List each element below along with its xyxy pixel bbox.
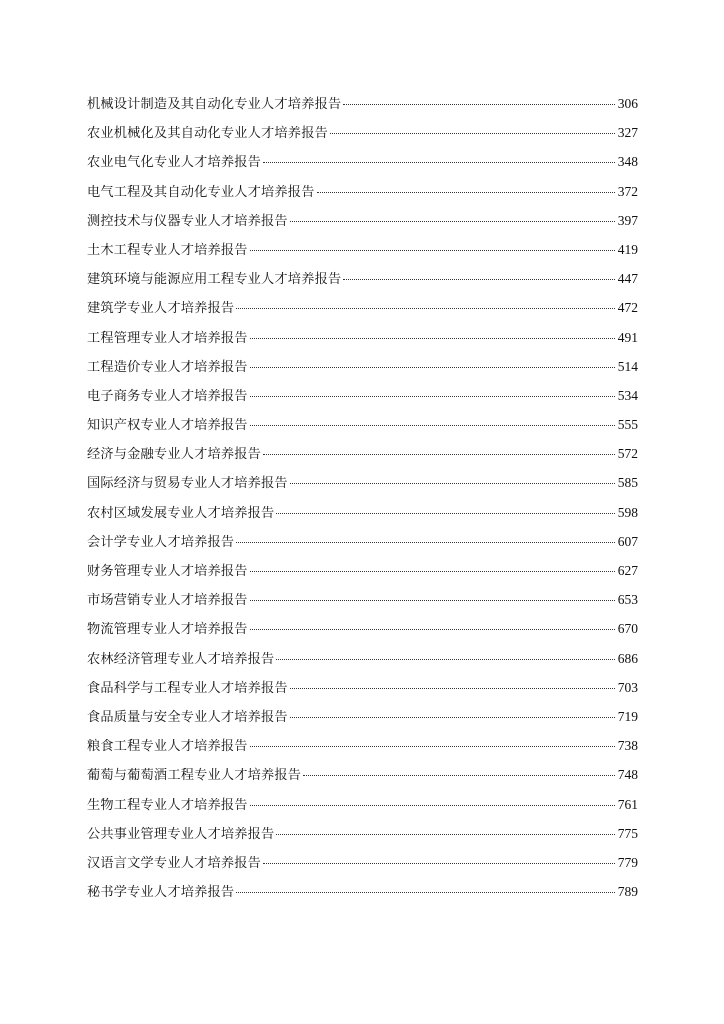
toc-entry-page-number: 491 xyxy=(617,329,638,345)
dot-leader xyxy=(263,862,615,864)
table-of-contents xyxy=(87,94,638,911)
toc-entry-page-number: 419 xyxy=(617,241,638,257)
toc-entry[interactable] xyxy=(87,532,638,561)
toc-entry[interactable] xyxy=(87,123,638,152)
toc-entry-page-number: 555 xyxy=(617,417,638,433)
toc-entry-title: 农村区域发展专业人才培养报告 xyxy=(87,505,275,521)
toc-entry-page-number: 653 xyxy=(617,592,638,608)
toc-entry-page-number: 607 xyxy=(617,533,638,549)
toc-entry-page-number: 627 xyxy=(617,563,638,578)
toc-entry[interactable] xyxy=(87,503,638,532)
toc-entry-page-number: 779 xyxy=(617,854,638,870)
toc-entry-page-number: 761 xyxy=(617,796,638,812)
toc-entry-title: 知识产权专业人才培养报告 xyxy=(87,418,248,434)
toc-entry-title: 建筑学专业人才培养报告 xyxy=(87,301,235,317)
toc-entry-title: 葡萄与葡萄酒工程专业人才培养报告 xyxy=(87,768,302,784)
toc-entry-page-number: 670 xyxy=(617,621,638,637)
toc-entry[interactable] xyxy=(87,795,638,824)
dot-leader xyxy=(303,774,615,776)
toc-entry-page-number: 738 xyxy=(617,738,638,754)
dot-leader xyxy=(330,132,615,134)
toc-entry-page-number: 789 xyxy=(617,884,638,900)
toc-entry-title: 粮食工程专业人才培养报告 xyxy=(87,739,248,755)
toc-entry[interactable] xyxy=(87,182,638,211)
dot-leader xyxy=(276,512,614,514)
dot-leader xyxy=(250,337,615,339)
toc-entry-page-number: 748 xyxy=(617,767,638,783)
toc-entry[interactable] xyxy=(87,240,638,269)
toc-entry[interactable] xyxy=(87,94,638,123)
dot-leader xyxy=(250,570,615,572)
dot-leader xyxy=(290,716,615,718)
toc-entry[interactable] xyxy=(87,882,638,911)
toc-entry[interactable] xyxy=(87,211,638,240)
toc-entry-page-number: 703 xyxy=(617,679,638,695)
toc-entry[interactable] xyxy=(87,386,638,415)
toc-entry-page-number: 372 xyxy=(617,183,638,199)
dot-leader xyxy=(343,103,614,105)
toc-entry-page-number: 472 xyxy=(617,300,638,316)
dot-leader xyxy=(250,745,615,747)
toc-entry-page-number: 719 xyxy=(617,708,638,724)
toc-entry-page-number: 327 xyxy=(617,125,638,141)
dot-leader xyxy=(236,541,614,543)
toc-entry-title: 农业电气化专业人才培养报告 xyxy=(87,155,262,171)
toc-entry[interactable] xyxy=(87,707,638,736)
toc-entry[interactable] xyxy=(87,328,638,357)
toc-entry[interactable] xyxy=(87,444,638,473)
dot-leader xyxy=(290,482,615,484)
toc-entry-title: 物流管理专业人才培养报告 xyxy=(87,622,248,638)
toc-entry-page-number: 572 xyxy=(617,446,638,462)
toc-entry-title: 测控技术与仪器专业人才培养报告 xyxy=(87,213,288,229)
toc-entry[interactable] xyxy=(87,473,638,502)
toc-entry-page-number: 598 xyxy=(617,504,638,520)
dot-leader xyxy=(276,658,614,660)
dot-leader xyxy=(263,453,615,455)
toc-entry-title: 建筑环境与能源应用工程专业人才培养报告 xyxy=(87,272,342,288)
toc-entry[interactable] xyxy=(87,765,638,794)
dot-leader xyxy=(343,278,614,280)
toc-entry[interactable] xyxy=(87,619,638,648)
toc-entry-title: 电气工程及其自动化专业人才培养报告 xyxy=(87,184,315,200)
dot-leader xyxy=(236,891,614,893)
toc-entry-page-number: 585 xyxy=(617,475,638,491)
toc-entry-page-number: 534 xyxy=(617,387,638,403)
dot-leader xyxy=(290,220,615,222)
dot-leader xyxy=(250,395,615,397)
toc-entry-page-number: 397 xyxy=(617,212,638,228)
toc-entry-title: 秘书学专业人才培养报告 xyxy=(87,885,235,901)
toc-entry-title: 机械设计制造及其自动化专业人才培养报告 xyxy=(87,97,342,112)
toc-entry-title: 食品科学与工程专业人才培养报告 xyxy=(87,680,288,696)
dot-leader xyxy=(250,599,615,601)
toc-entry-page-number: 686 xyxy=(617,650,638,666)
toc-entry-page-number: 514 xyxy=(617,358,638,374)
toc-entry-title: 会计学专业人才培养报告 xyxy=(87,534,235,550)
toc-entry-title: 土木工程专业人才培养报告 xyxy=(87,242,248,258)
toc-entry-title: 工程管理专业人才培养报告 xyxy=(87,330,248,346)
toc-entry-title: 农业机械化及其自动化专业人才培养报告 xyxy=(87,126,328,142)
toc-entry[interactable] xyxy=(87,357,638,386)
toc-entry-page-number: 775 xyxy=(617,825,638,841)
dot-leader xyxy=(250,249,615,251)
dot-leader xyxy=(250,366,615,368)
toc-entry-page-number: 306 xyxy=(617,96,638,111)
toc-entry[interactable] xyxy=(87,415,638,444)
toc-entry-title: 生物工程专业人才培养报告 xyxy=(87,797,248,813)
toc-entry-page-number: 348 xyxy=(617,154,638,170)
dot-leader xyxy=(290,687,615,689)
dot-leader xyxy=(276,833,614,835)
dot-leader xyxy=(263,161,615,163)
toc-entry[interactable] xyxy=(87,649,638,678)
toc-entry[interactable] xyxy=(87,736,638,765)
toc-entry-title: 农林经济管理专业人才培养报告 xyxy=(87,651,275,667)
toc-entry-title: 食品质量与安全专业人才培养报告 xyxy=(87,709,288,725)
toc-entry-page-number: 447 xyxy=(617,271,638,287)
toc-entry[interactable] xyxy=(87,590,638,619)
toc-entry-title: 经济与金融专业人才培养报告 xyxy=(87,447,262,463)
toc-entry-title: 市场营销专业人才培养报告 xyxy=(87,593,248,609)
toc-entry-title: 电子商务专业人才培养报告 xyxy=(87,388,248,404)
toc-entry-title: 工程造价专业人才培养报告 xyxy=(87,359,248,375)
toc-entry-title: 国际经济与贸易专业人才培养报告 xyxy=(87,476,288,492)
dot-leader xyxy=(250,804,615,806)
toc-entry[interactable] xyxy=(87,561,638,590)
toc-entry-title: 财务管理专业人才培养报告 xyxy=(87,564,248,579)
toc-entry[interactable] xyxy=(87,824,638,853)
toc-entry[interactable] xyxy=(87,152,638,181)
dot-leader xyxy=(250,424,615,426)
toc-entry[interactable] xyxy=(87,853,638,882)
dot-leader xyxy=(236,307,614,309)
dot-leader xyxy=(317,191,615,193)
dot-leader xyxy=(250,628,615,630)
toc-entry[interactable] xyxy=(87,269,638,298)
toc-entry[interactable] xyxy=(87,678,638,707)
toc-entry-title: 汉语言文学专业人才培养报告 xyxy=(87,855,262,871)
toc-entry[interactable] xyxy=(87,298,638,327)
toc-entry-title: 公共事业管理专业人才培养报告 xyxy=(87,826,275,842)
